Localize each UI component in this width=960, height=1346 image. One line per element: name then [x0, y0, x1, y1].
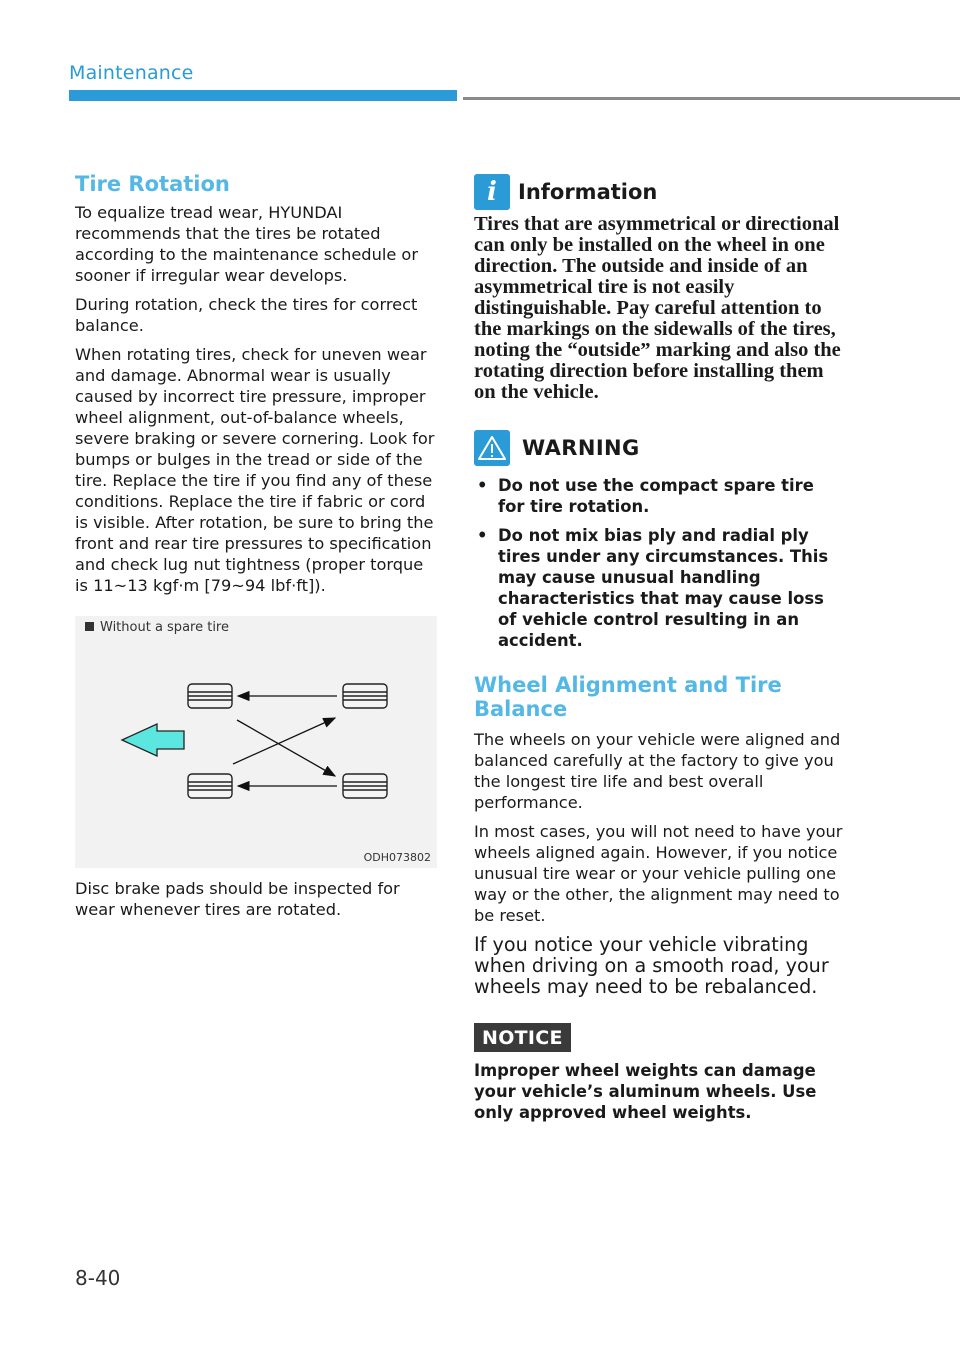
- right-column: [474, 172, 844, 1123]
- wheel-alignment-heading: Wheel Alignment and Tire Balance: [474, 673, 782, 721]
- list-item: • Do not use the compact spare tire for tire rotation.: [477, 476, 814, 516]
- tire-icon-front-left: [188, 684, 232, 708]
- figure-caption: Without a spare tire: [85, 620, 229, 635]
- section-title: Maintenance: [69, 62, 194, 84]
- information-header: [474, 172, 844, 212]
- tire-icon-front-right: [188, 774, 232, 798]
- header-rule: [463, 97, 960, 100]
- rotation-arrow: [237, 720, 335, 776]
- info-icon: i: [474, 174, 510, 210]
- information-label: Information: [518, 180, 658, 204]
- forward-direction-arrow: [122, 724, 184, 756]
- tire-rotation-heading: Tire Rotation: [75, 172, 230, 196]
- tire-rotation-diagram: [75, 616, 437, 868]
- paragraph: When rotating tires, check for uneven wear and damage. Abnormal wear is usually caused by incorrect tire pressure, improper wheel alignment, out-of-balance wheels, severe braking or severe cornering. Look for bumps or bulges in the tread or side of the tire. Replace the tire if you find any of these conditions. Replace the tire if fabric or cord is visible. After rotation, be sure to bring the front and rear tire pressures to specification and check lug nut tightness (proper torque is 11~13 kgf·m [79~94 lbf·ft]).: [75, 345, 435, 596]
- tire-icon-rear-left: [343, 684, 387, 708]
- paragraph: Disc brake pads should be inspected for wear whenever tires are rotated.: [75, 879, 400, 920]
- tire-rotation-figure: [75, 616, 437, 868]
- notice-badge: NOTICE: [474, 1023, 571, 1052]
- warning-label: WARNING: [522, 436, 640, 460]
- paragraph: To equalize tread wear, HYUNDAI recommends that the tires be rotated according to the maintenance schedule or sooner if irregular wear develops.: [75, 203, 418, 286]
- warning-icon: [474, 430, 510, 466]
- list-item: • Do not mix bias ply and radial ply tires under any circumstances. This may cause unusual handling characteristics that may cause loss of vehicle control resulting in an accident.: [477, 526, 829, 650]
- left-column: [75, 172, 437, 928]
- paragraph: In most cases, you will not need to have your wheels aligned again. However, if you notice unusual tire wear or your vehicle pulling one way or the other, the alignment may need to be reset.: [474, 822, 843, 925]
- square-bullet-icon: [85, 622, 94, 631]
- warning-list: [474, 475, 844, 651]
- header-rule-accent: [69, 90, 457, 101]
- paragraph: The wheels on your vehicle were aligned and balanced carefully at the factory to give you the longest tire life and best overall performance.: [474, 730, 841, 812]
- paragraph: If you notice your vehicle vibrating when driving on a smooth road, your wheels may need to be rebalanced.: [474, 933, 829, 998]
- warning-header: [474, 429, 844, 467]
- information-text: Tires that are asymmetrical or directional can only be installed on the wheel in one direction. The outside and inside of an asymmetrical tire is not easily distinguishable. Pay careful attention to the markings on the sidewalls of the tires, noting the “outside” marking and also the rotating direction before installing them on the vehicle.: [474, 213, 841, 403]
- page-number: 8-40: [75, 1266, 121, 1290]
- paragraph: During rotation, check the tires for correct balance.: [75, 295, 418, 336]
- rotation-arrow: [233, 718, 335, 764]
- notice-text: Improper wheel weights can damage your vehicle’s aluminum wheels. Use only approved wheel weights.: [474, 1061, 817, 1122]
- tire-icon-rear-right: [343, 774, 387, 798]
- figure-code: ODH073802: [363, 851, 431, 865]
